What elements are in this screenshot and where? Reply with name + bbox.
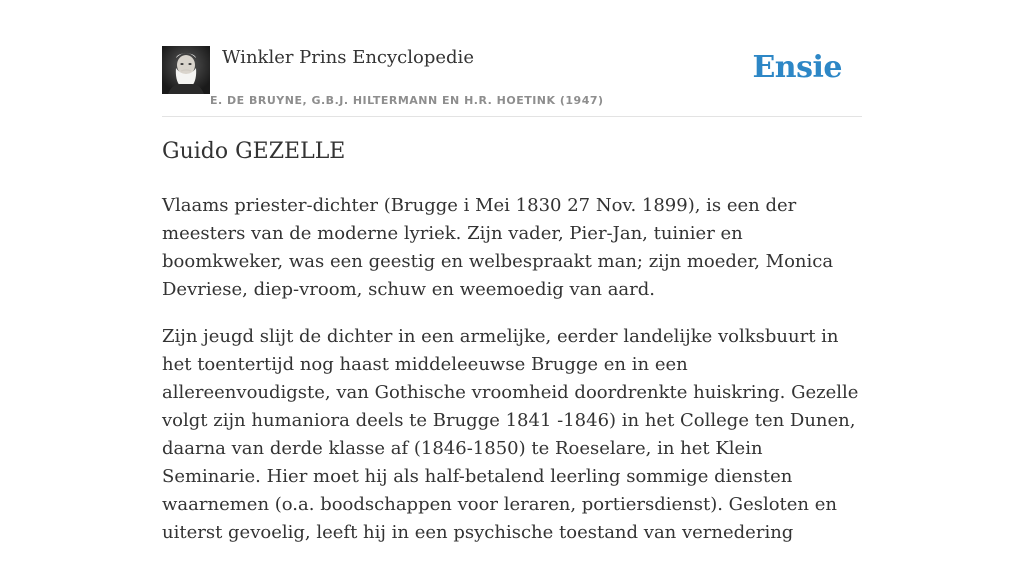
source-authors: E. DE BRUYNE, G.B.J. HILTERMANN EN H.R. HOETINK (1947): [210, 94, 604, 107]
article-paragraph: Vlaams priester-dichter (Brugge i Mei 1830 27 Nov. 1899), is een der meesters van de moderne lyriek. Zijn vader, Pier-Jan, tuinier en boomkweker, was een geestig en welbespraakt man; zijn moeder, Monica Devriese, diep-vroom, schuw en weemoedig van aard.: [162, 195, 834, 300]
article-body: [162, 192, 862, 566]
article-paragraph: Zijn jeugd slijt de dichter in een armelijke, eerder landelijke volksbuurt in het toentertijd nog haast middeleeuwse Brugge en in een allereenvoudigste, van Gothische vroomheid doordrenkte huiskring. Gezelle volgt zijn humaniora deels te Brugge 1841 -1846) in het College ten Dunen, daarna van derde klasse af (1846-1850) te Roeselare, in het Klein Seminarie. Hier moet hij als half-betalend leerling sommige diensten waarnemen (o.a. boodschappen voor leraren, portiersdienst). Gesloten en uiterst gevoelig, leeft hij in een psychische toestand van vernedering: [162, 326, 859, 543]
source-header: [162, 46, 862, 117]
ensie-logo[interactable]: Ensie: [752, 50, 842, 85]
avatar[interactable]: [162, 46, 210, 94]
source-title[interactable]: Winkler Prins Encyclopedie: [222, 47, 474, 68]
bearded-man-portrait-icon: [162, 46, 210, 94]
article-title: Guido GEZELLE: [162, 139, 346, 164]
